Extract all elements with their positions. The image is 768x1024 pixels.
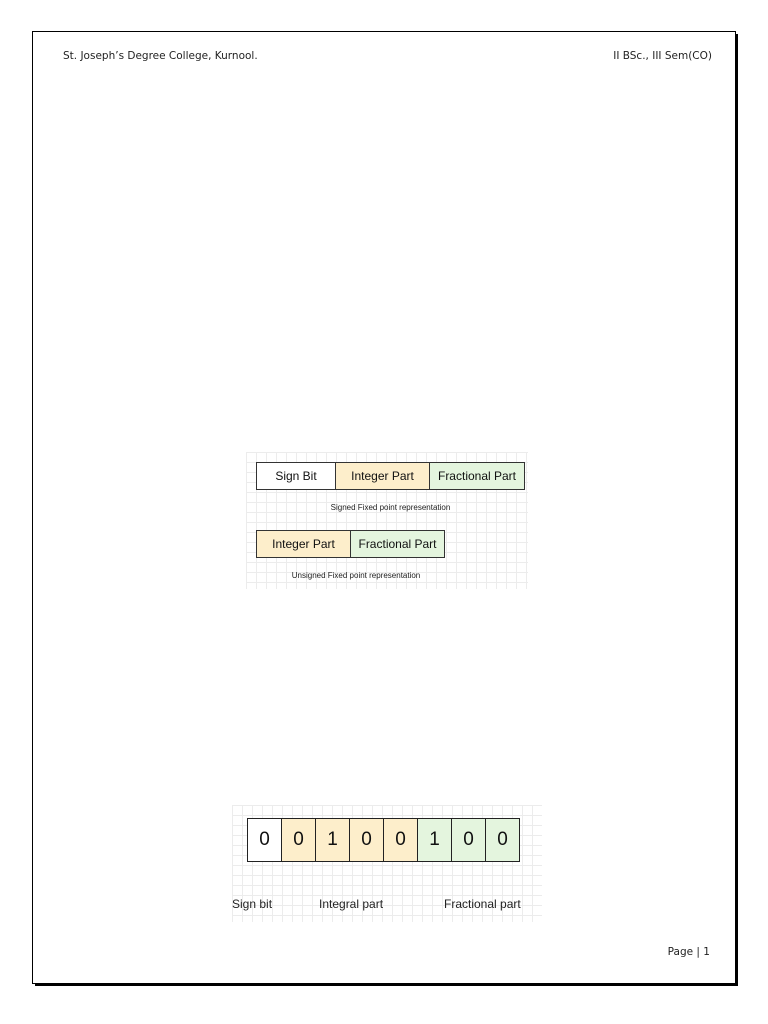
unsigned-fractional-part-box: Fractional Part [350, 530, 445, 558]
bit-cell: 0 [349, 818, 384, 862]
header-college: St. Joseph’s Degree College, Kurnool. [63, 50, 258, 62]
signed-caption: Signed Fixed point representation [330, 503, 451, 512]
fixed-point-representation-diagram [246, 452, 528, 589]
fixed-point-bit-example-diagram [232, 805, 542, 922]
bit-cell: 0 [485, 818, 520, 862]
signed-integer-part-box: Integer Part [335, 462, 430, 490]
unsigned-integer-part-box: Integer Part [256, 530, 351, 558]
page-number: Page | 1 [667, 946, 710, 958]
header-course: II BSc., III Sem(CO) [613, 50, 712, 62]
unsigned-caption: Unsigned Fixed point representation [291, 571, 421, 580]
sign-bit-box: Sign Bit [256, 462, 336, 490]
integral-part-label: Integral part [319, 897, 384, 911]
bit-cell: 0 [451, 818, 486, 862]
bit-cell: 0 [247, 818, 282, 862]
bit-cell: 1 [417, 818, 452, 862]
bit-cell: 0 [281, 818, 316, 862]
sign-bit-label: Sign bit [232, 897, 273, 911]
signed-fractional-part-box: Fractional Part [429, 462, 525, 490]
bit-cell: 0 [383, 818, 418, 862]
fractional-part-label: Fractional part [444, 897, 521, 911]
bit-cell: 1 [315, 818, 350, 862]
